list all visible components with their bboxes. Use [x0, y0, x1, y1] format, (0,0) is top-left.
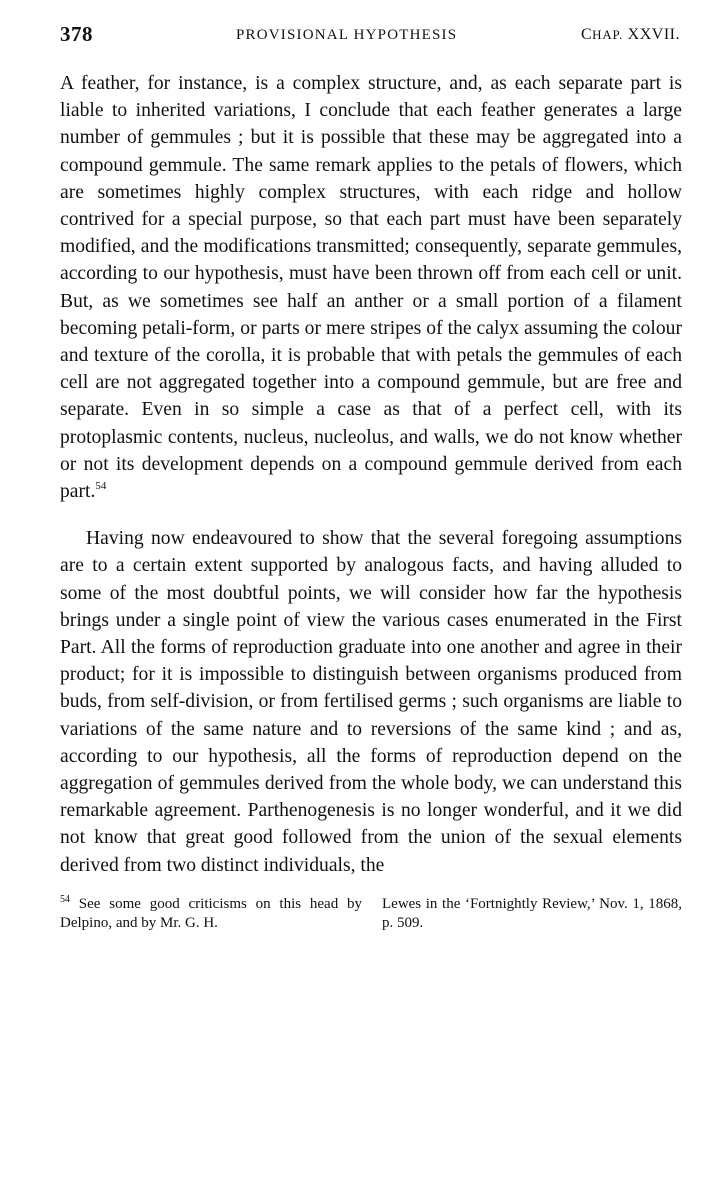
footnote-column-right [382, 895, 682, 933]
footnote-text-part-2: Lewes in the ‘Fortnightly Review,’ Nov. 1, 1868, p. 509. [382, 895, 682, 931]
paragraph-1-text: A feather, for instance, is a complex structure, and, as each separate part is liable to inherited variations, I conclude that each feather generates a large number of gemmules ; but it is possible that these may be aggregated into a compound gemmule. The same remark applies to the petals of flowers, which are sometimes highly complex structures, with each ridge and hollow contrived for a special purpose, so that each part must have been separately modified, and the modifications transmitted; consequently, separate gemmules, according to our hypothesis, must have been thrown off from each cell or unit. But, as we sometimes see half an anther or a small portion of a filament becoming petali-form, or parts or mere stripes of the calyx assuming the colour and texture of the corolla, it is probable that with petals the gemmules of each cell are not aggregated together into a compound gemmule, but are free and separate. Even in so simple a case as that of a perfect cell, with its protoplasmic contents, nucleus, nucleolus, and walls, we do not know whether or not its development depends on a compound gemmule derived from each part. [60, 73, 682, 503]
footnote-text-part-1: See some good criticisms on this head by Delpino, and by Mr. G. H. [60, 895, 362, 931]
chapter-prefix: C [580, 26, 593, 43]
chapter-number: XXVII. [627, 26, 680, 43]
chapter-label [581, 26, 680, 44]
footnote-54 [60, 895, 682, 941]
footnote-marker: 54 [60, 893, 70, 905]
page-number: 378 [60, 22, 93, 46]
paragraph-2-text: Having now endeavoured to show that the several foregoing assumptions are to a certain extent supported by analogous facts, and having alluded to some of the most doubtful points, we will consider how far the hypothesis brings under a single point of view the various cases enumerated in the First Part. All the forms of reproduction graduate into one another and agree in their product; for it is impossible to distinguish between organisms produced from buds, from self-division, or from fertilised germs ; such organisms are liable to variations of the same nature and to reversions of the same kind ; and as, according to our hypothesis, all the forms of reproduction depend on the aggregation of gemmules derived from the whole body, we can understand this remarkable agreement. Parthenogenesis is no longer wonderful, and it we did not know that great good followed from the union of the sexual elements derived from two distinct individuals, the [60, 528, 682, 876]
footnote-column-left [60, 895, 362, 933]
running-head [60, 22, 682, 52]
book-page [60, 22, 682, 941]
chapter-prefix-small: HAP. [592, 27, 624, 42]
paragraph-1 [60, 70, 682, 505]
paragraph-2 [60, 525, 682, 879]
footnote-reference[interactable]: 54 [95, 480, 107, 493]
running-title: PROVISIONAL HYPOTHESIS [236, 27, 458, 43]
